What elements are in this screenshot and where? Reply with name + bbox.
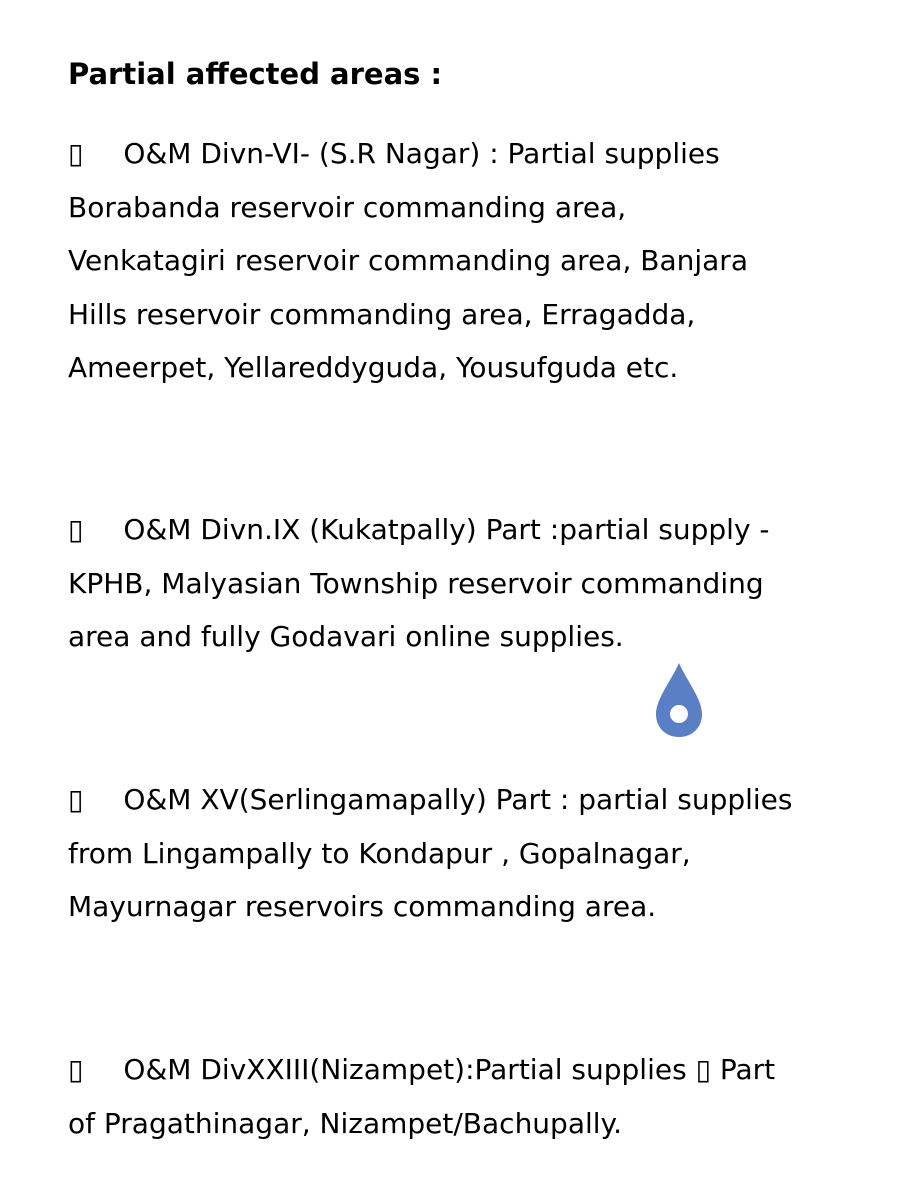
paragraph-divn-ix <box>68 503 868 664</box>
paragraph-line <box>68 127 868 181</box>
paragraph-line: of Pragathinagar, Nizampet/Bachupally. <box>68 1106 623 1140</box>
paragraph-line: Ameerpet, Yellareddyguda, Yousufguda etc. <box>68 351 679 384</box>
line-text: O&M DivXXIII(Nizampet):Partial supplies ▯ Part <box>123 1053 776 1086</box>
bullet-glyph: ▯ <box>68 1053 84 1086</box>
line-text: O&M Divn-VI- (S.R Nagar) : Partial supplies <box>123 137 720 170</box>
paragraph-line <box>68 773 868 827</box>
paragraph-line: from Lingampally to Kondapur , Gopalnagar, <box>68 836 691 870</box>
paragraph-line: Venkatagiri reservoir commanding area, Banjara <box>68 244 748 277</box>
paragraph-divn-vi <box>68 127 868 395</box>
line-text: O&M Divn.IX (Kukatpally) Part :partial supply - <box>123 513 770 546</box>
paragraph-line <box>68 503 868 557</box>
line-text: O&M XV(Serlingamapally) Part : partial supplies <box>123 783 793 816</box>
bullet-glyph: ▯ <box>68 513 84 546</box>
paragraph-line: KPHB, Malyasian Township reservoir commanding <box>68 566 764 600</box>
paragraph-line: Hills reservoir commanding area, Erragadda, <box>68 297 696 331</box>
paragraph-line: Mayurnagar reservoirs commanding area. <box>68 890 657 923</box>
paragraph-nizampet <box>68 1043 868 1150</box>
water-drop-icon <box>653 661 705 739</box>
paragraph-line: Borabanda reservoir commanding area, <box>68 190 627 224</box>
paragraph-line: area and fully Godavari online supplies. <box>68 620 624 653</box>
water-drop-shape <box>656 663 702 737</box>
water-drop-highlight <box>670 705 688 723</box>
bullet-glyph: ▯ <box>68 137 84 170</box>
section-heading: Partial affected areas : <box>68 57 443 91</box>
paragraph-line <box>68 1043 868 1097</box>
bullet-glyph: ▯ <box>68 783 84 816</box>
paragraph-serlingamapally <box>68 773 868 934</box>
